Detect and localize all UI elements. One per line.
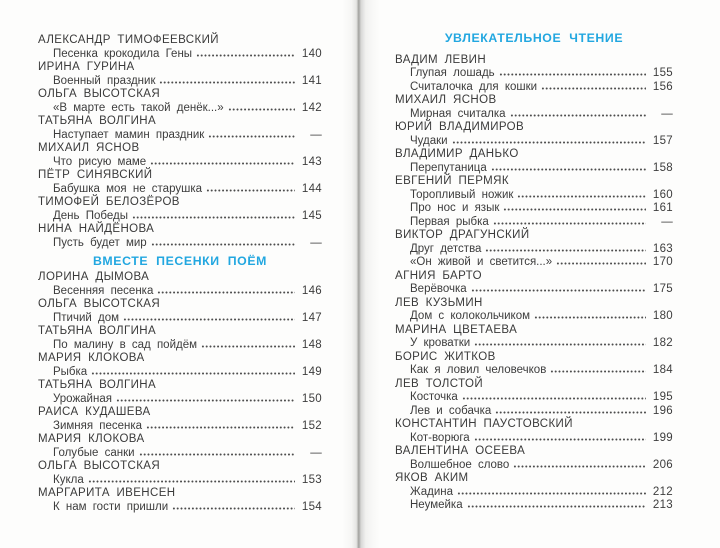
work-title: Глупая лошадь (410, 67, 495, 79)
page-number: 163 (652, 242, 673, 255)
toc-entry (395, 202, 673, 216)
page-number: 170 (652, 256, 673, 268)
work-title: Весенняя песенка (53, 284, 154, 297)
work-title: Наступает мамин праздник (53, 128, 205, 141)
dot-leader (146, 426, 295, 429)
work-title: Как я ловил человечков (410, 364, 547, 376)
work-title: Мирная считалка (410, 107, 506, 120)
dot-leader (139, 453, 295, 456)
page-number: 144 (301, 182, 322, 195)
dot-leader (159, 81, 295, 84)
toc-entry (395, 337, 673, 351)
page-number: 199 (652, 431, 673, 444)
work-title: Песенка крокодила Гены (53, 47, 193, 60)
page-number: — (310, 446, 322, 459)
dot-leader (499, 73, 646, 76)
page-number: 156 (652, 80, 673, 93)
dot-leader (228, 108, 295, 111)
toc-entry (395, 405, 673, 419)
author-name: ПЁТР СИНЯВСКИЙ (38, 169, 153, 181)
author-name: ИРИНА ГУРИНА (38, 61, 135, 73)
toc-entry (38, 393, 322, 407)
toc-page-right (368, 0, 720, 548)
dot-leader (474, 343, 646, 346)
dot-leader (485, 249, 646, 252)
page-number: 146 (301, 284, 322, 297)
author-name: ЕВГЕНИЙ ПЕРМЯК (395, 175, 509, 187)
dot-leader (452, 141, 646, 144)
author-name: АГНИЯ БАРТО (395, 269, 482, 282)
work-title: День Победы (53, 209, 128, 222)
author-name: ОЛЬГА ВЫСОТСКАЯ (38, 88, 161, 100)
page-number: 196 (652, 404, 673, 417)
dot-leader (503, 208, 646, 211)
page-number: 148 (301, 338, 322, 351)
dot-leader (91, 372, 295, 375)
page-number: 147 (301, 311, 322, 324)
toc-entry (38, 183, 322, 197)
work-title: Урожайная (53, 392, 112, 405)
dot-leader (196, 54, 295, 57)
toc-entry (395, 391, 673, 405)
page-number: 158 (652, 161, 673, 174)
author-name: МАРИЯ КЛОКОВА (38, 433, 145, 445)
toc-entry (38, 210, 322, 224)
toc-entry (395, 310, 673, 324)
dot-leader (556, 262, 646, 265)
toc-entry (38, 366, 322, 380)
author-name: РАИСА КУДАШЕВА (38, 406, 151, 418)
page-number: 154 (301, 500, 322, 513)
work-title: Считалочка для кошки (410, 80, 538, 93)
dot-leader (541, 87, 646, 90)
dot-leader (471, 289, 646, 292)
work-title: Про нос и язык (410, 202, 500, 214)
toc-entry (395, 108, 673, 122)
toc-entry (395, 486, 673, 500)
page-number: 153 (301, 473, 322, 486)
toc-entry (395, 364, 673, 378)
toc-entry (395, 283, 673, 297)
toc-entry (38, 285, 322, 299)
toc-entry (38, 102, 322, 116)
toc-entry (395, 256, 673, 270)
work-title: Птичий дом (53, 311, 120, 324)
work-title: Неумейка (410, 499, 463, 511)
dot-leader (550, 370, 646, 373)
toc-entry (38, 420, 322, 434)
work-title: Чудаки (410, 134, 448, 147)
dot-leader (495, 411, 646, 414)
dot-leader (132, 216, 295, 219)
toc-entry (38, 75, 322, 89)
toc-entry (38, 501, 322, 515)
dot-leader (157, 291, 295, 294)
page-number: 195 (652, 391, 673, 403)
dot-leader (474, 438, 646, 441)
work-title: По малину в сад пойдём (53, 338, 198, 351)
author-name: ОЛЬГА ВЫСОТСКАЯ (38, 298, 161, 310)
toc-entry (395, 162, 673, 176)
toc-entry (38, 129, 322, 143)
work-title: Лев и собачка (410, 404, 492, 417)
work-title: Верёвочка (410, 283, 467, 295)
toc-entry (38, 48, 322, 62)
page-number: — (661, 107, 673, 120)
page-number: — (661, 215, 673, 228)
author-name: МАРИНА ЦВЕТАЕВА (395, 323, 518, 336)
author-name: ТАТЬЯНА ВОЛГИНА (38, 115, 157, 127)
work-title: Косточка (410, 391, 458, 403)
toc-entry (395, 499, 673, 513)
author-name: ЮРИЙ ВЛАДИМИРОВ (395, 121, 525, 133)
page-number: 149 (301, 365, 322, 378)
dot-leader (151, 243, 295, 246)
work-title: Жадина (410, 485, 454, 498)
author-name: МИХАИЛ ЯСНОВ (38, 142, 140, 154)
author-name: ВИКТОР ДРАГУНСКИЙ (395, 229, 530, 241)
toc-entry (395, 216, 673, 230)
page-number: 152 (301, 419, 322, 432)
work-title: У кроватки (410, 337, 471, 349)
section-heading: УВЛЕКАТЕЛЬНОЕ ЧТЕНИЕ (444, 31, 624, 45)
toc-entry (395, 459, 673, 473)
dot-leader (88, 480, 295, 483)
author-name: ТАТЬЯНА ВОЛГИНА (38, 325, 157, 337)
author-name: ТАТЬЯНА ВОЛГИНА (38, 379, 157, 391)
toc-page-left (0, 0, 352, 548)
work-title: Перепутаница (410, 161, 487, 174)
dot-leader (513, 465, 646, 468)
work-title: Военный праздник (53, 74, 156, 87)
author-name: МАРИЯ КЛОКОВА (38, 352, 145, 364)
author-name: ЯКОВ АКИМ (395, 472, 469, 484)
work-title: Волшебное слово (410, 458, 510, 471)
dot-leader (116, 399, 295, 402)
toc-entry (38, 474, 322, 488)
page-number: 142 (301, 101, 322, 114)
toc-entry (395, 81, 673, 95)
author-name: ЛЕВ ТОЛСТОЙ (395, 377, 483, 390)
work-title: Кот-ворюга (410, 431, 470, 444)
page-number: — (310, 128, 322, 141)
dot-leader (462, 397, 646, 400)
author-name: МИХАИЛ ЯСНОВ (395, 94, 497, 106)
work-title: Зимняя песенка (53, 419, 143, 432)
work-title: Дом с колокольчиком (410, 310, 531, 322)
page-number: 157 (652, 134, 673, 147)
work-title: Рыбка (53, 365, 88, 378)
dot-leader (208, 135, 295, 138)
toc-entry (395, 135, 673, 149)
dot-leader (517, 195, 646, 198)
dot-leader (123, 318, 295, 321)
author-name: ЛОРИНА ДЫМОВА (38, 271, 150, 283)
dot-leader (534, 316, 646, 319)
work-title: Торопливый ножик (410, 188, 514, 201)
dot-leader (201, 345, 295, 348)
page-number: 140 (301, 47, 322, 60)
dot-leader (467, 505, 646, 508)
work-title: Что рисую маме (53, 155, 147, 168)
author-name: ЛЕВ КУЗЬМИН (395, 296, 483, 309)
work-title: Первая рыбка (410, 215, 489, 228)
work-title: «Он живой и светится...» (410, 256, 553, 268)
author-name: АЛЕКСАНДР ТИМОФЕЕВСКИЙ (38, 34, 219, 46)
toc-entry (395, 243, 673, 257)
author-name: ОЛЬГА ВЫСОТСКАЯ (38, 460, 161, 472)
page-number: 180 (652, 310, 673, 322)
dot-leader (206, 189, 295, 192)
dot-leader (510, 114, 646, 117)
author-name: НИНА НАЙДЁНОВА (38, 223, 155, 235)
page-number: 161 (652, 202, 673, 214)
work-title: «В марте есть такой денёк...» (53, 101, 224, 114)
toc-entry (38, 156, 322, 170)
page-number: 150 (301, 392, 322, 405)
page-number: 141 (301, 74, 322, 87)
author-name: МАРГАРИТА ИВЕНСЕН (38, 487, 176, 499)
work-title: Друг детства (410, 242, 482, 255)
page-number: 184 (652, 364, 673, 376)
author-name: БОРИС ЖИТКОВ (395, 350, 496, 363)
author-name: ТИМОФЕЙ БЕЛОЗЁРОВ (38, 196, 180, 208)
toc-entry (38, 339, 322, 353)
work-title: Бабушка моя не старушка (53, 182, 202, 195)
page-number: 212 (652, 485, 673, 498)
toc-entry (395, 189, 673, 203)
toc-entry (395, 432, 673, 446)
dot-leader (491, 168, 646, 171)
page-number: 155 (652, 67, 673, 79)
page-number: 175 (652, 283, 673, 295)
toc-entry (395, 67, 673, 81)
toc-entry (38, 447, 322, 461)
author-name: ВАЛЕНТИНА ОСЕЕВА (395, 445, 526, 457)
toc-entry (38, 312, 322, 326)
page-number: — (310, 236, 322, 249)
section-heading: ВМЕСТЕ ПЕСЕНКИ ПОЁМ (92, 253, 268, 268)
dot-leader (172, 507, 295, 510)
page-number: 213 (652, 499, 673, 511)
work-title: К нам гости пришли (53, 500, 169, 513)
work-title: Голубые санки (53, 446, 135, 459)
page-number: 145 (301, 209, 322, 222)
author-name: ВЛАДИМИР ДАНЬКО (395, 148, 519, 160)
dot-leader (457, 492, 646, 495)
page-number: 143 (301, 155, 322, 168)
toc-entry (38, 237, 322, 251)
work-title: Кукла (53, 473, 84, 486)
page-number: 182 (652, 337, 673, 349)
page-number: 206 (652, 458, 673, 471)
work-title: Пусть будет мир (53, 236, 147, 249)
author-name: ВАДИМ ЛЕВИН (395, 53, 487, 66)
dot-leader (150, 162, 295, 165)
dot-leader (493, 222, 646, 225)
author-name: КОНСТАНТИН ПАУСТОВСКИЙ (395, 418, 573, 430)
page-number: 160 (652, 188, 673, 201)
